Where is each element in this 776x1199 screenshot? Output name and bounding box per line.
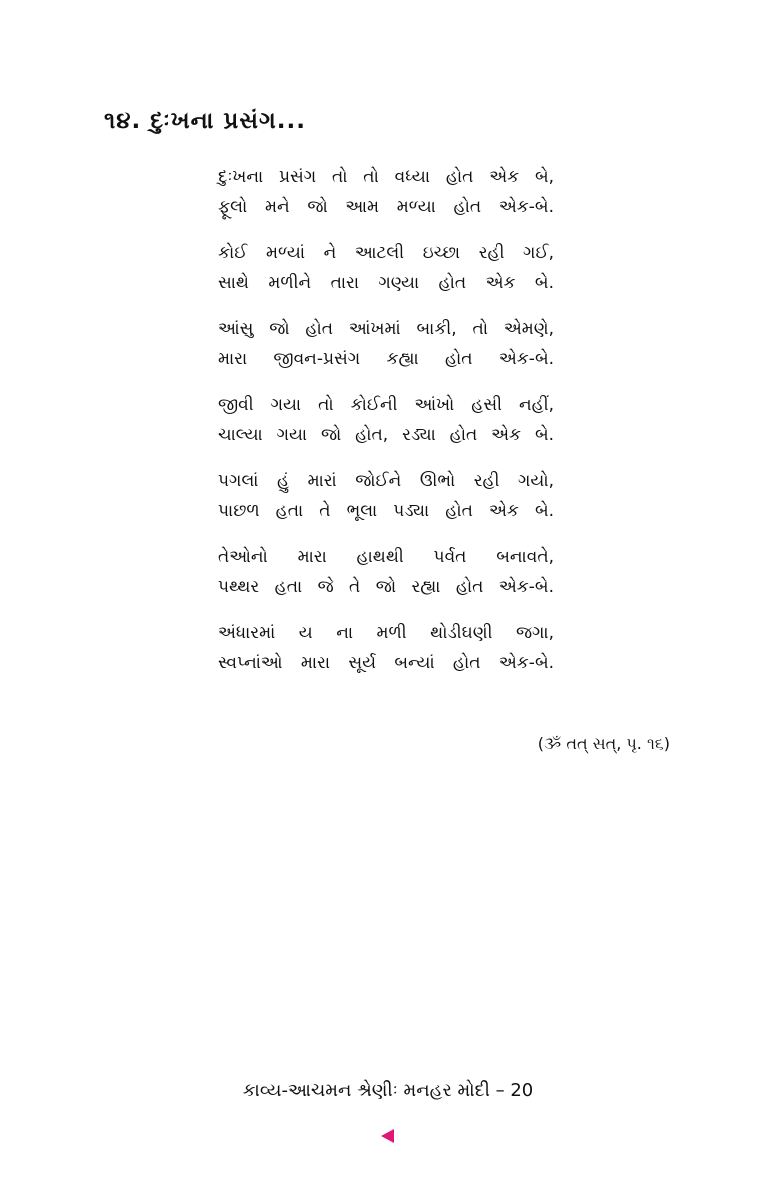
footer-separator: – bbox=[495, 1080, 505, 1101]
stanza bbox=[218, 314, 554, 374]
stanza bbox=[218, 618, 554, 678]
triangle-left-icon[interactable] bbox=[381, 1129, 394, 1143]
poem-line: સ્વપ્નાંઓ મારા સૂર્ય બન્યાં હોત એક-બે. bbox=[218, 653, 554, 673]
stanza bbox=[218, 390, 554, 450]
poem-line: ચાલ્યા ગયા જો હોત, રડ્યા હોત એક બે. bbox=[218, 425, 554, 445]
poem-line: જીવી ગયા તો કોઈની આંખો હસી નહીં, bbox=[218, 395, 554, 415]
page-footer bbox=[0, 1080, 776, 1101]
poem-line: અંધારમાં ય ના મળી થોડીઘણી જગા, bbox=[218, 623, 554, 643]
poem-line: સાથે મળીને તારા ગણ્યા હોત એક બે. bbox=[218, 273, 554, 293]
poem-line: દુઃખના પ્રસંગ તો તો વધ્યા હોત એક બે, bbox=[218, 167, 554, 187]
source-citation: (ૐ તત્ સત્, પૃ. ૧૬) bbox=[537, 734, 670, 753]
poem-line: પથ્થર હતા જે તે જો રહ્યા હોત એક-બે. bbox=[218, 577, 554, 597]
poem-title: ૧૪. દુઃખના પ્રસંગ... bbox=[104, 108, 306, 134]
poem-line: આંસુ જો હોત આંખમાં બાકી, તો એમણે, bbox=[218, 319, 554, 339]
series-title: કાવ્ય-આચમન શ્રેણીઃ મનહર મોદી bbox=[242, 1080, 490, 1101]
poem-line: મારા જીવન-પ્રસંગ કહ્યા હોત એક-બે. bbox=[218, 349, 554, 369]
page-number: 20 bbox=[510, 1080, 534, 1101]
poem-body bbox=[218, 162, 554, 694]
stanza bbox=[218, 542, 554, 602]
stanza bbox=[218, 162, 554, 222]
stanza bbox=[218, 466, 554, 526]
stanza bbox=[218, 238, 554, 298]
poem-line: ફૂલો મને જો આમ મળ્યા હોત એક-બે. bbox=[218, 197, 554, 217]
poem-line: પાછળ હતા તે ભૂલા પડ્યા હોત એક બે. bbox=[218, 501, 554, 521]
poem-line: કોઈ મળ્યાં ને આટલી ઇચ્છા રહી ગઈ, bbox=[218, 243, 554, 263]
poem-line: તેઓનો મારા હાથથી પર્વત બનાવતે, bbox=[218, 547, 554, 567]
poem-line: પગલાં હું મારાં જોઈને ઊભો રહી ગયો, bbox=[218, 471, 554, 491]
